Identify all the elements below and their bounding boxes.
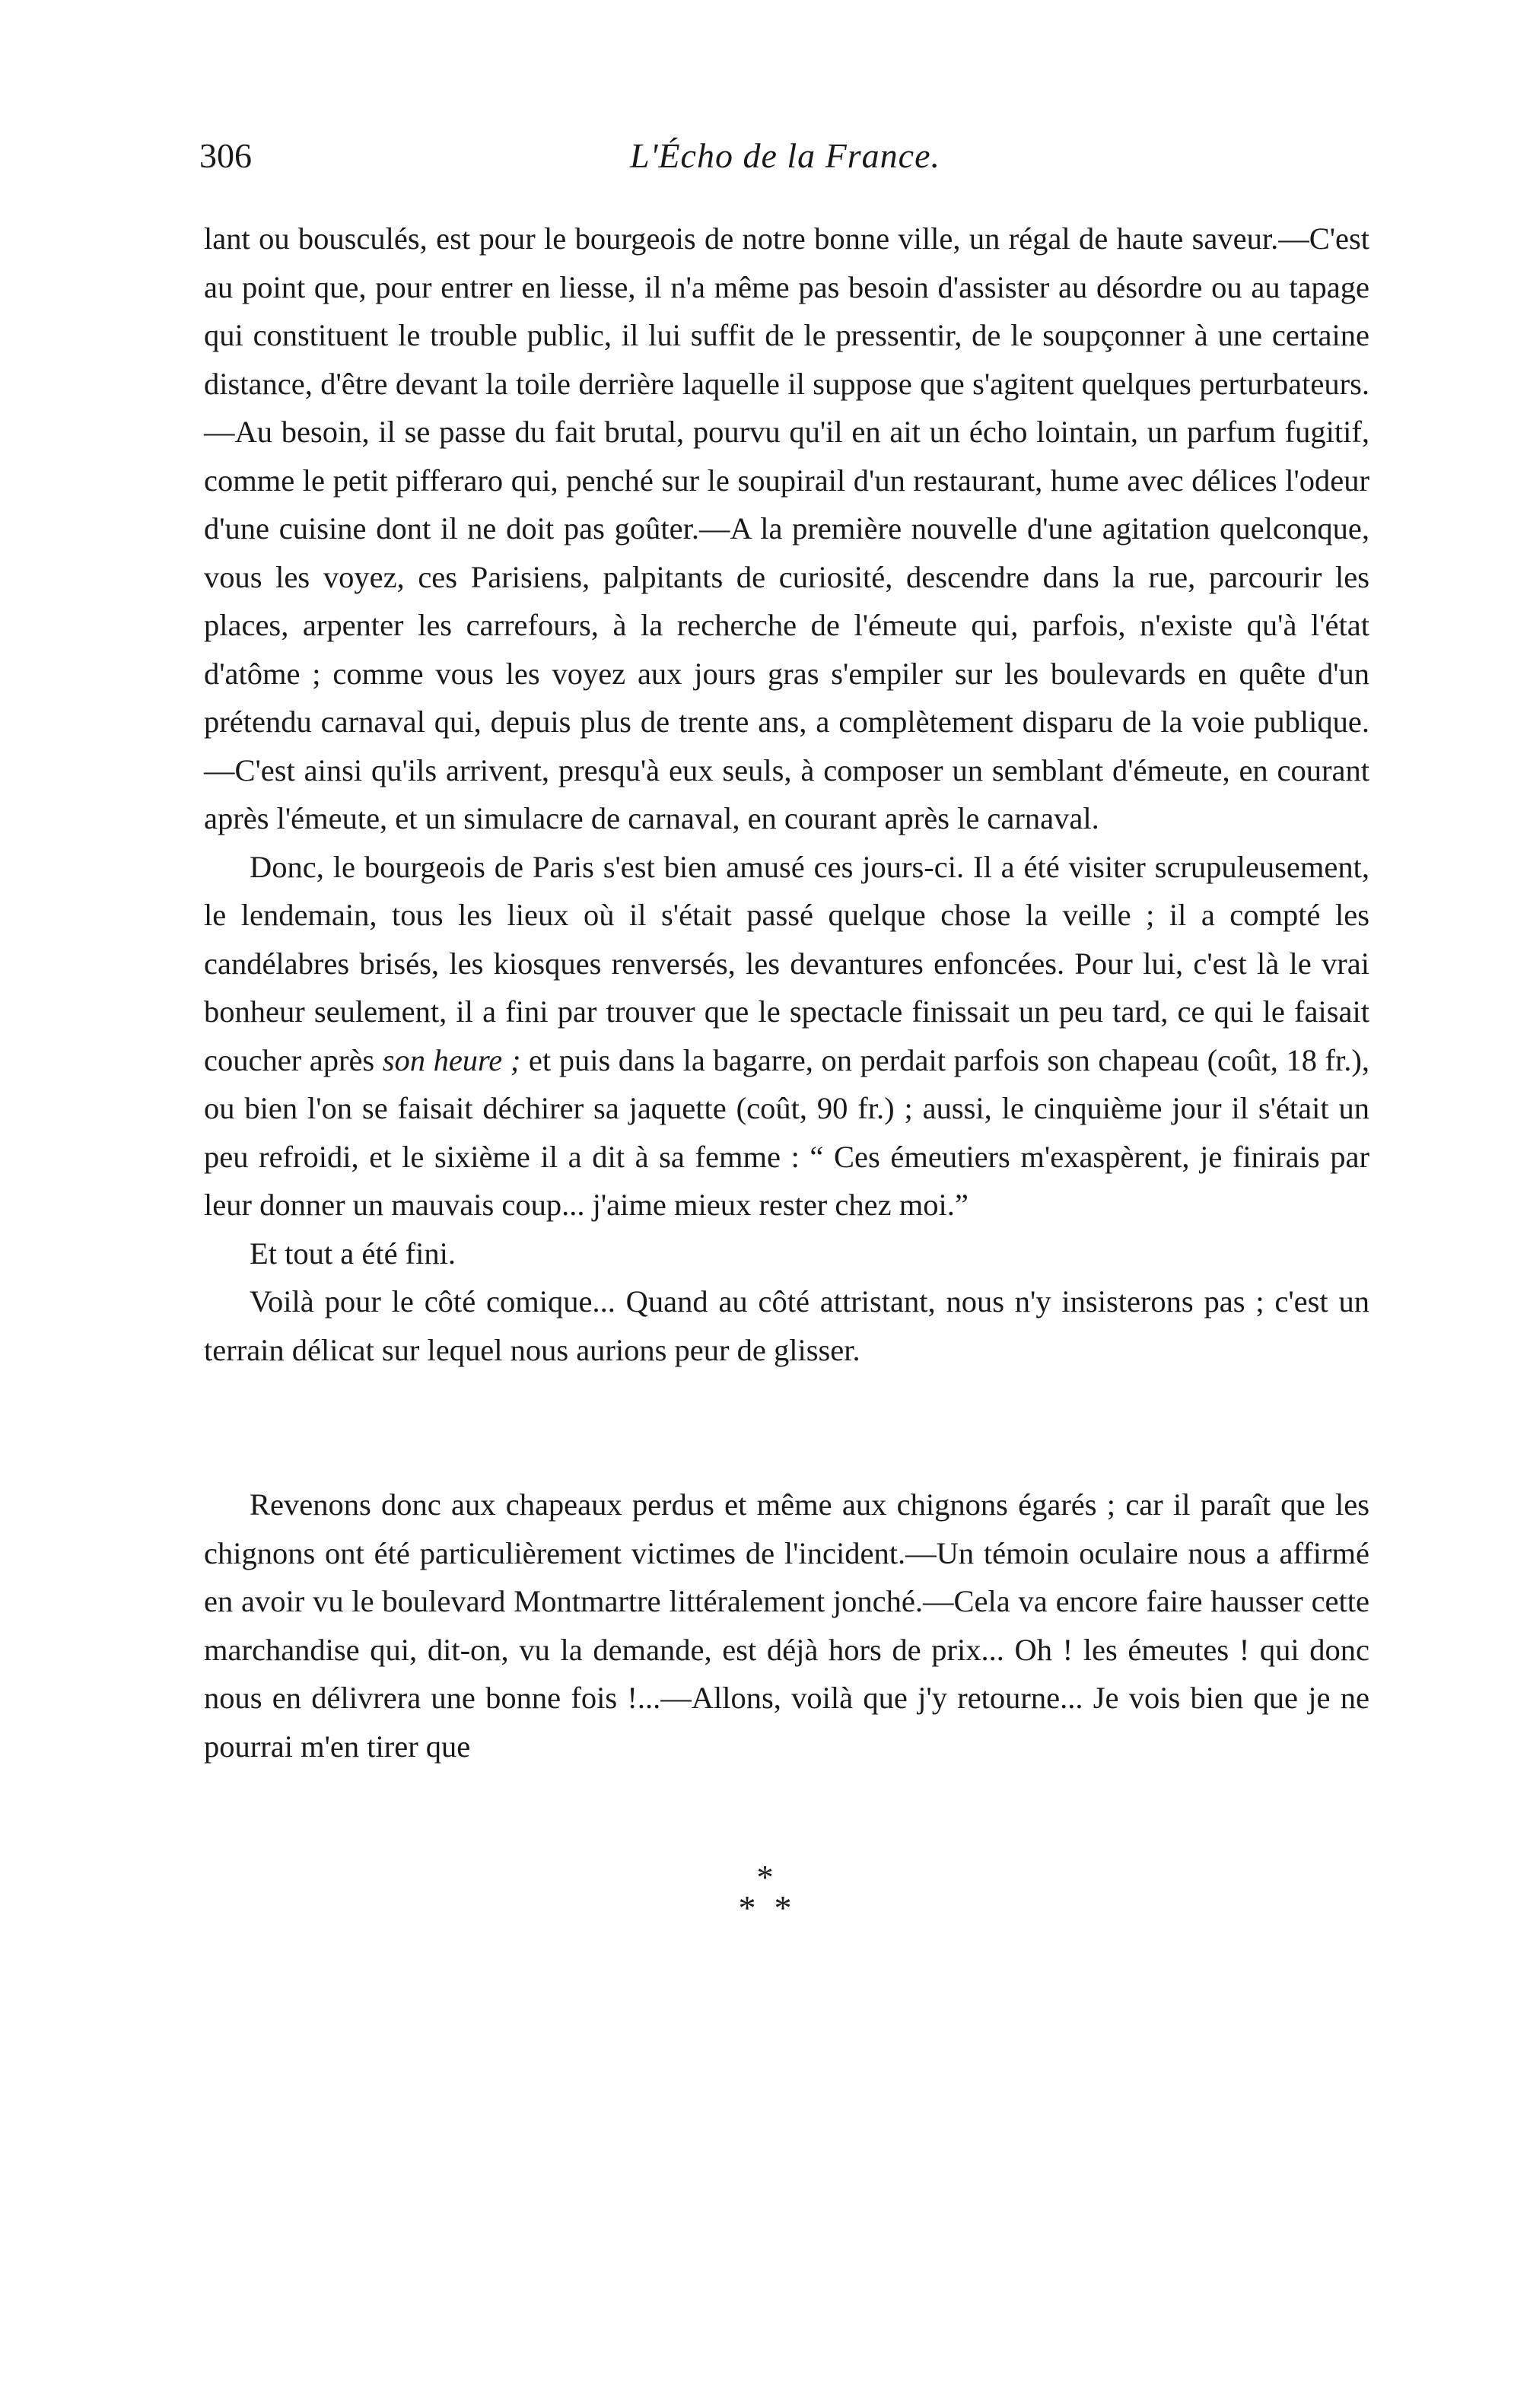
body-text-section-1 bbox=[204, 215, 1369, 1374]
paragraph-short: Et tout a été fini. bbox=[250, 1236, 456, 1271]
asterism-bottom: ** bbox=[738, 1888, 810, 1927]
paragraph-chignons: Revenons donc aux chapeaux perdus et même aux chignons égarés ; car il paraît que les chignons ont été particulièrement victimes de l'incident.—Un témoin oculaire nous a affirmé en avoir vu le boulevard Montmartre littéralement jonché.—Cela va encore faire hausser cette marchandise qui, dit-on, vu la demande, est déjà hors de prix... Oh ! les émeutes ! qui donc nous en délivrera une bonne fois !...—Allons, voilà que j'y retourne... Je vois bien que je ne pourrai m'en tirer que bbox=[204, 1487, 1369, 1764]
body-text-section-2 bbox=[204, 1481, 1369, 1770]
italic-phrase: son heure ; bbox=[382, 1042, 521, 1077]
paragraph-text: et puis dans la bagarre, on perdait parfois son chapeau (coût, 18 fr.), ou bien l'on se faisait déchirer sa jaquette (coût, 90 fr.) ; aussi, le cinquième jour il s'était un peu refroidi, et le sixième il a dit à sa femme : “ Ces émeutiers m'exaspèrent, je finirais par leur donner un mauvais coup... j'aime mieux rester chez moi.” bbox=[204, 1042, 1370, 1222]
asterism-top: * bbox=[756, 1859, 774, 1896]
paragraph-bourgeois bbox=[204, 843, 1369, 1229]
paragraph-continued: lant ou bousculés, est pour le bourgeois de notre bonne ville, un régal de haute saveur.—C'est au point que, pour entrer en liesse, il n'a même pas besoin d'assister au désordre ou au tapage qui constituent le trouble public, il lui suffit de le pressentir, de le soupçonner à une certaine distance, d'être devant la toile derrière laquelle il suppose que s'agitent quelques perturbateurs.—Au besoin, il se passe du fait brutal, pourvu qu'il en ait un écho lointain, un parfum fugitif, comme le petit pifferaro qui, penché sur le soupirail d'un restaurant, hume avec délices l'odeur d'une cuisine dont il ne doit pas goûter.—A la première nouvelle d'une agitation quelconque, vous les voyez, ces Parisiens, palpitants de curiosité, descendre dans la rue, parcourir les places, arpenter les carrefours, à la recherche de l'émeute qui, parfois, n'existe qu'à l'état d'atôme ; comme vous les voyez aux jours gras s'empiler sur les boulevards en quête d'un prétendu carnaval qui, depuis plus de trente ans, a complètement disparu de la voie publique.—C'est ainsi qu'ils arrivent, presqu'à eux seuls, à composer un semblant d'émeute, en courant après l'émeute, et un simulacre de carnaval, en courant après le carnaval. bbox=[204, 221, 1369, 835]
journal-title: L'Écho de la France. bbox=[630, 136, 940, 175]
running-head bbox=[199, 135, 1371, 189]
asterism-divider bbox=[0, 1859, 1530, 1927]
paragraph-text: Donc, le bourgeois de Paris s'est bien amusé ces jours-ci. Il a été visiter scrupuleusement, le lendemain, tous les lieux où il s'était passé quelque chose la veille ; il a compté les candélabres brisés, les kiosques renversés, les devantures enfoncées. Pour lui, c'est là le vrai bonheur seulement, il a fini par trouver que le spectacle finissait un peu tard, ce qui le faisait coucher après bbox=[204, 849, 1369, 1077]
page-number: 306 bbox=[199, 136, 252, 175]
paragraph-comique: Voilà pour le côté comique... Quand au côté attristant, nous n'y insisterons pas ; c'est un terrain délicat sur lequel nous aurions peur de glisser. bbox=[204, 1284, 1369, 1367]
